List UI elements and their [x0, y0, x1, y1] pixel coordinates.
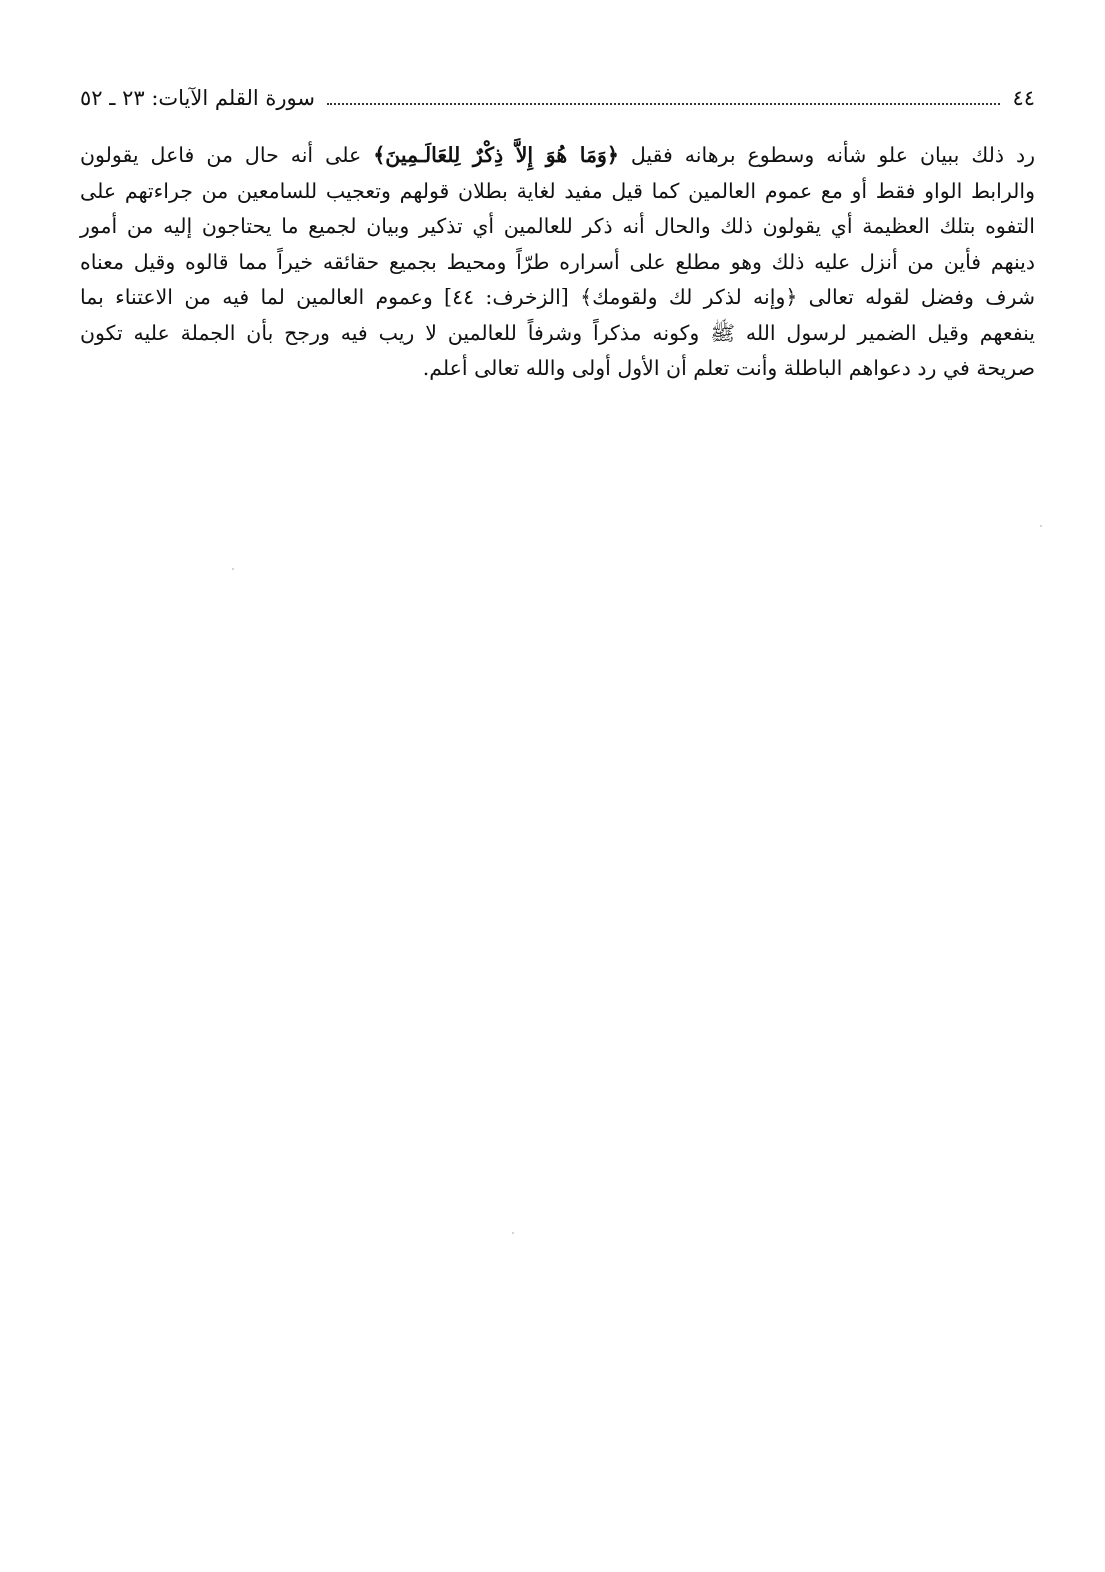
text-line: شرف وفضل لقوله تعالى ﴿وإنه لذكر لك ولقومك﴾ [الزخرف: ٤٤] وعموم العالمين لما فيه من الاعتناء بما — [80, 285, 1035, 309]
page-number: ٤٤ — [1012, 86, 1035, 110]
quran-quote: ﴿وَمَا هُوَ إِلاَّ ذِكْرٌ لِلعَالَـمِينَ﴾ — [373, 143, 619, 167]
running-title: سورة القلم الآيات: ٢٣ ـ ٥٢ — [80, 86, 315, 110]
scan-speck — [1040, 525, 1042, 527]
text-segment: على أنه حال من فاعل يقولون — [80, 143, 374, 167]
text-line: التفوه بتلك العظيمة أي يقولون ذلك والحال أنه ذكر للعالمين أي تذكير وبيان لجميع ما يحتاجون إليه من أمور — [80, 214, 1035, 238]
text-line — [80, 138, 1035, 174]
leader-dots — [327, 89, 1001, 105]
page-header — [80, 86, 1035, 120]
text-segment: رد ذلك ببيان علو شأنه وسطوع برهانه فقيل — [618, 143, 1035, 167]
text-line: ينفعهم وقيل الضمير لرسول الله ﷺ وكونه مذكراً وشرفاً للعالمين لا ريب فيه ورجح بأن الجملة عليه تكون — [80, 320, 1035, 345]
scan-speck — [232, 568, 234, 570]
text-line: دينهم فأين من أنزل عليه ذلك وهو مطلع على أسراره طرّاً ومحيط بجميع حقائقه خيراً مما قالوه وقيل معناه — [80, 249, 1035, 274]
scan-speck — [512, 1232, 514, 1234]
text-line: والرابط الواو فقط أو مع عموم العالمين كما قيل مفيد لغاية بطلان قولهم وتعجيب للسامعين من جراءتهم على — [80, 178, 1035, 203]
body-text — [80, 138, 1035, 387]
text-line: صريحة في رد دعواهم الباطلة وأنت تعلم أن الأول أولى والله تعالى أعلم. — [422, 356, 1035, 380]
